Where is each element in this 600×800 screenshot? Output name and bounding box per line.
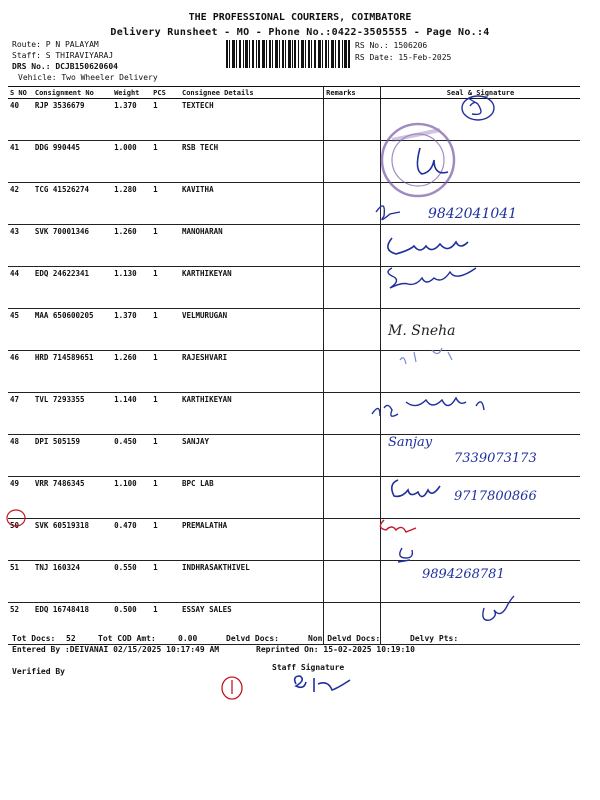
cell-weight: 1.370: [112, 99, 151, 141]
cell-consignee: SANJAY: [180, 435, 324, 477]
row49-phone-handwriting: 9717800866: [454, 489, 537, 504]
cell-consignee: ESSAY SALES: [180, 603, 324, 645]
non-delvd-docs-label: Non Delvd Docs:: [308, 634, 381, 643]
rs-date: RS Date: 15-Feb-2025: [355, 53, 452, 62]
cell-sno: 51: [8, 561, 33, 603]
row51-phone-handwriting: 9894268781: [422, 567, 505, 582]
cell-pcs: 1: [151, 435, 180, 477]
staff-signature: [295, 676, 350, 692]
cell-pcs: 1: [151, 519, 180, 561]
cell-pcs: 1: [151, 183, 180, 225]
cell-consignee: BPC LAB: [180, 477, 324, 519]
drs-number: DRS No.: DCJB150620604: [12, 62, 118, 71]
cell-sno: 45: [8, 309, 33, 351]
cell-sno: 47: [8, 393, 33, 435]
staff-signature-label: Staff Signature: [272, 663, 345, 672]
row42-phone-handwriting: 9842041041: [428, 206, 518, 222]
row44-signature: [388, 268, 476, 288]
cell-pcs: 1: [151, 477, 180, 519]
cell-consignee: INDHRASAKTHIVEL: [180, 561, 324, 603]
col-seal-signature: Seal & Signature: [381, 87, 581, 99]
row52-signature: [483, 596, 514, 620]
cell-consignment: EDQ 24622341: [33, 267, 112, 309]
cell-consignee: RSB TECH: [180, 141, 324, 183]
cell-consignee: KARTHIKEYAN: [180, 267, 324, 309]
row42-signature: [376, 206, 400, 220]
cell-weight: 1.260: [112, 351, 151, 393]
cell-weight: 1.280: [112, 183, 151, 225]
tot-docs-value: 52: [66, 634, 76, 643]
runsheet-subtitle: Delivery Runsheet - MO - Phone No.:0422-3505555 - Page No.:4: [110, 27, 490, 38]
cell-consignment: DPI 505159: [33, 435, 112, 477]
route-text: Route: P N PALAYAM: [12, 40, 99, 49]
row45-name-handwriting: M. Sneha: [388, 323, 456, 339]
delvy-pts-label: Delvy Pts:: [410, 634, 459, 643]
cell-consignee: PREMALATHA: [180, 519, 324, 561]
staff-text: Staff: S THIRAVIYARAJ: [12, 51, 114, 60]
cell-sno: 49: [8, 477, 33, 519]
row49-signature: [392, 480, 440, 497]
verified-by-label: Verified By: [12, 667, 65, 676]
cell-sno: 41: [8, 141, 33, 183]
cell-sno: 42: [8, 183, 33, 225]
cell-sno: 52: [8, 603, 33, 645]
cell-consignee: KARTHIKEYAN: [180, 393, 324, 435]
cell-consignment: SVK 60519318: [33, 519, 112, 561]
cell-consignee: TEXTECH: [180, 99, 324, 141]
cell-sno: 48: [8, 435, 33, 477]
cell-consignment: HRD 714589651: [33, 351, 112, 393]
cell-sno: 40: [8, 99, 33, 141]
cell-consignment: MAA 650600205: [33, 309, 112, 351]
row40-signature: [462, 96, 494, 120]
cell-pcs: 1: [151, 561, 180, 603]
cell-sno: 43: [8, 225, 33, 267]
cell-consignee: KAVITHA: [180, 183, 324, 225]
cell-consignment: TVL 7293355: [33, 393, 112, 435]
tot-docs-label: Tot Docs:: [12, 634, 56, 643]
row50-red-circle: [7, 510, 25, 526]
cell-weight: 0.450: [112, 435, 151, 477]
cell-consignment: DDG 990445: [33, 141, 112, 183]
row46-signature: [400, 348, 452, 364]
cell-weight: 1.100: [112, 477, 151, 519]
entered-by: Entered By :DEIVANAI 02/15/2025 10:17:49 AM: [12, 645, 220, 654]
cell-consignment: TCG 41526274: [33, 183, 112, 225]
vehicle-text: Vehicle: Two Wheeler Delivery: [18, 73, 158, 82]
row48-name-handwriting: Sanjay: [388, 435, 433, 450]
cell-pcs: 1: [151, 225, 180, 267]
col-sno: S NO: [8, 87, 33, 99]
cell-pcs: 1: [151, 393, 180, 435]
row43-signature: [388, 238, 468, 254]
cell-consignment: TNJ 160324: [33, 561, 112, 603]
cell-consignee: VELMURUGAN: [180, 309, 324, 351]
cell-weight: 0.550: [112, 561, 151, 603]
row48-phone-handwriting: 7339073173: [454, 451, 537, 466]
col-weight: Weight: [112, 87, 151, 99]
row47-signature: [372, 398, 484, 416]
cell-consignment: EDQ 16748418: [33, 603, 112, 645]
col-pcs: PCS: [151, 87, 180, 99]
cell-weight: 1.000: [112, 141, 151, 183]
cell-sno: 50: [8, 519, 33, 561]
cell-consignee: MANOHARAN: [180, 225, 324, 267]
cell-pcs: 1: [151, 351, 180, 393]
cod-value: 0.00: [178, 634, 198, 643]
company-title: THE PROFESSIONAL COURIERS, COIMBATORE: [188, 12, 412, 23]
cell-consignment: VRR 7486345: [33, 477, 112, 519]
cell-consignment: SVK 70001346: [33, 225, 112, 267]
cell-weight: 0.500: [112, 603, 151, 645]
cell-pcs: 1: [151, 267, 180, 309]
delvd-docs-label: Delvd Docs:: [226, 634, 279, 643]
cell-weight: 1.370: [112, 309, 151, 351]
red-circled-mark: [222, 677, 242, 699]
col-consignment: Consignment No: [33, 87, 112, 99]
cell-weight: 1.260: [112, 225, 151, 267]
cell-sno: 46: [8, 351, 33, 393]
cell-weight: 1.140: [112, 393, 151, 435]
cell-consignment: RJP 3536679: [33, 99, 112, 141]
reprinted-on: Reprinted On: 15-02-2025 10:19:10: [256, 645, 415, 654]
cell-consignee: RAJESHVARI: [180, 351, 324, 393]
row51-signature: [398, 548, 412, 562]
cell-sno: 44: [8, 267, 33, 309]
cell-pcs: 1: [151, 141, 180, 183]
cell-weight: 0.470: [112, 519, 151, 561]
col-remarks: Remarks: [324, 87, 381, 99]
row50-signature: [380, 520, 416, 532]
cell-pcs: 1: [151, 603, 180, 645]
cell-pcs: 1: [151, 99, 180, 141]
col-consignee: Consignee Details: [180, 87, 324, 99]
rs-number: RS No.: 1506206: [355, 41, 428, 50]
cell-pcs: 1: [151, 309, 180, 351]
cod-label: Tot COD Amt:: [98, 634, 156, 643]
cell-weight: 1.130: [112, 267, 151, 309]
